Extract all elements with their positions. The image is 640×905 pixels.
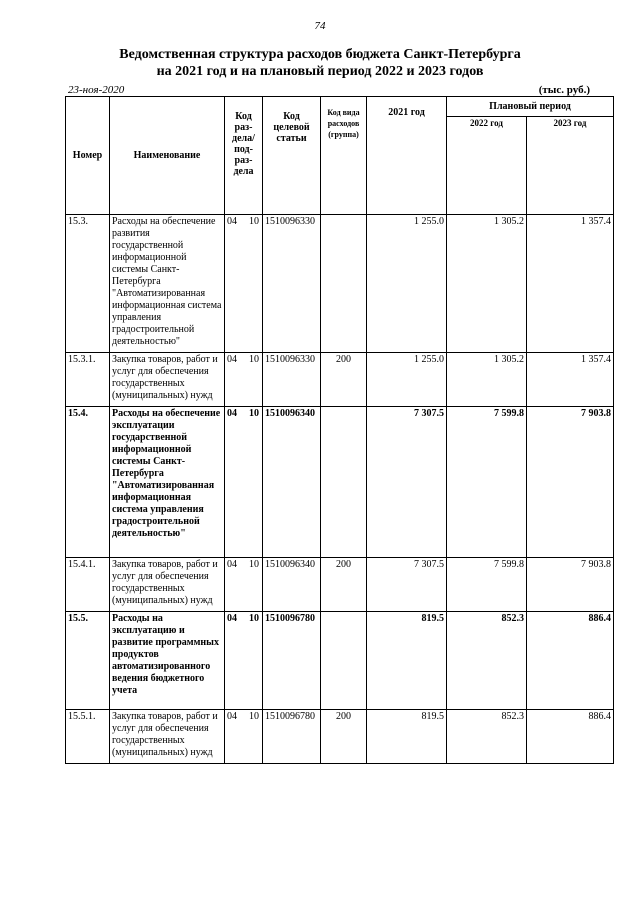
header-name: Наименование	[110, 97, 225, 215]
row-cel: 1510096330	[263, 353, 321, 407]
podrazdel-code: 10	[249, 408, 259, 419]
budget-table	[65, 96, 614, 764]
header-cel: Код целевой статьи	[263, 97, 321, 215]
podrazdel-code: 10	[249, 354, 259, 365]
row-name: Расходы на эксплуатацию и развитие программных продуктов автоматизированного ведения бюджетного учета	[110, 612, 225, 710]
row-name: Закупка товаров, работ и услуг для обеспечения государственных (муниципальных) нужд	[110, 558, 225, 612]
row-name: Закупка товаров, работ и услуг для обеспечения государственных (муниципальных) нужд	[110, 353, 225, 407]
table-row	[66, 215, 614, 353]
table-row	[66, 710, 614, 764]
row-vid: 200	[321, 558, 367, 612]
row-razdel	[225, 710, 263, 764]
page-number: 74	[314, 20, 326, 32]
row-2023: 7 903.8	[527, 407, 614, 558]
table-row	[66, 558, 614, 612]
row-vid	[321, 612, 367, 710]
table-row	[66, 353, 614, 407]
title-line-1: Ведомственная структура расходов бюджета Санкт-Петербурга	[119, 47, 521, 62]
row-name: Закупка товаров, работ и услуг для обеспечения государственных (муниципальных) нужд	[110, 710, 225, 764]
header-2023: 2023 год	[527, 117, 614, 215]
row-cel: 1510096780	[263, 612, 321, 710]
row-2023: 7 903.8	[527, 558, 614, 612]
row-cel: 1510096780	[263, 710, 321, 764]
row-2022: 7 599.8	[447, 558, 527, 612]
table-row	[66, 407, 614, 558]
table-row	[66, 612, 614, 710]
document-date: 23-ноя-2020	[68, 84, 125, 96]
row-cel: 1510096340	[263, 407, 321, 558]
row-vid: 200	[321, 353, 367, 407]
row-num: 15.4.	[66, 407, 110, 558]
row-razdel	[225, 353, 263, 407]
row-2023: 886.4	[527, 612, 614, 710]
row-2022: 7 599.8	[447, 407, 527, 558]
row-cel: 1510096330	[263, 215, 321, 353]
razdel-code: 04	[227, 408, 237, 419]
document-title	[0, 46, 640, 80]
row-vid	[321, 215, 367, 353]
row-2022: 1 305.2	[447, 353, 527, 407]
row-num: 15.3.	[66, 215, 110, 353]
row-num: 15.3.1.	[66, 353, 110, 407]
razdel-code: 04	[227, 354, 237, 365]
podrazdel-code: 10	[249, 216, 259, 227]
row-2022: 852.3	[447, 612, 527, 710]
row-vid: 200	[321, 710, 367, 764]
header-razdel: Код раз- дела/ под- раз- дела	[225, 97, 263, 215]
row-2023: 1 357.4	[527, 215, 614, 353]
razdel-code: 04	[227, 216, 237, 227]
header-vid: Код вида расходов (группа)	[321, 97, 367, 215]
row-name: Расходы на обеспечение эксплуатации государственной информационной системы Санкт-Петербурга "Автоматизированная информационная система управления градостроительной деятельностью"	[110, 407, 225, 558]
header-num: Номер	[66, 97, 110, 215]
razdel-code: 04	[227, 613, 237, 624]
row-2021: 7 307.5	[367, 558, 447, 612]
units-label: (тыс. руб.)	[538, 84, 590, 96]
header-2022: 2022 год	[447, 117, 527, 215]
row-2021: 7 307.5	[367, 407, 447, 558]
row-num: 15.4.1.	[66, 558, 110, 612]
podrazdel-code: 10	[249, 559, 259, 570]
row-2022: 1 305.2	[447, 215, 527, 353]
row-num: 15.5.1.	[66, 710, 110, 764]
podrazdel-code: 10	[249, 711, 259, 722]
row-razdel	[225, 558, 263, 612]
row-2021: 1 255.0	[367, 215, 447, 353]
row-name: Расходы на обеспечение развития государственной информационной системы Санкт-Петербурга "Автоматизированная информационная система управления градостроительной деятельностью"	[110, 215, 225, 353]
podrazdel-code: 10	[249, 613, 259, 624]
row-2021: 819.5	[367, 612, 447, 710]
row-num: 15.5.	[66, 612, 110, 710]
header-plan: Плановый период	[447, 97, 614, 117]
row-2022: 852.3	[447, 710, 527, 764]
table-body	[66, 215, 614, 764]
razdel-code: 04	[227, 559, 237, 570]
razdel-code: 04	[227, 711, 237, 722]
header-2021: 2021 год	[367, 97, 447, 215]
row-razdel	[225, 215, 263, 353]
row-razdel	[225, 612, 263, 710]
row-cel: 1510096340	[263, 558, 321, 612]
row-2023: 1 357.4	[527, 353, 614, 407]
row-2021: 1 255.0	[367, 353, 447, 407]
row-vid	[321, 407, 367, 558]
row-razdel	[225, 407, 263, 558]
title-line-2: на 2021 год и на плановый период 2022 и 2023 годов	[156, 64, 484, 79]
row-2021: 819.5	[367, 710, 447, 764]
row-2023: 886.4	[527, 710, 614, 764]
